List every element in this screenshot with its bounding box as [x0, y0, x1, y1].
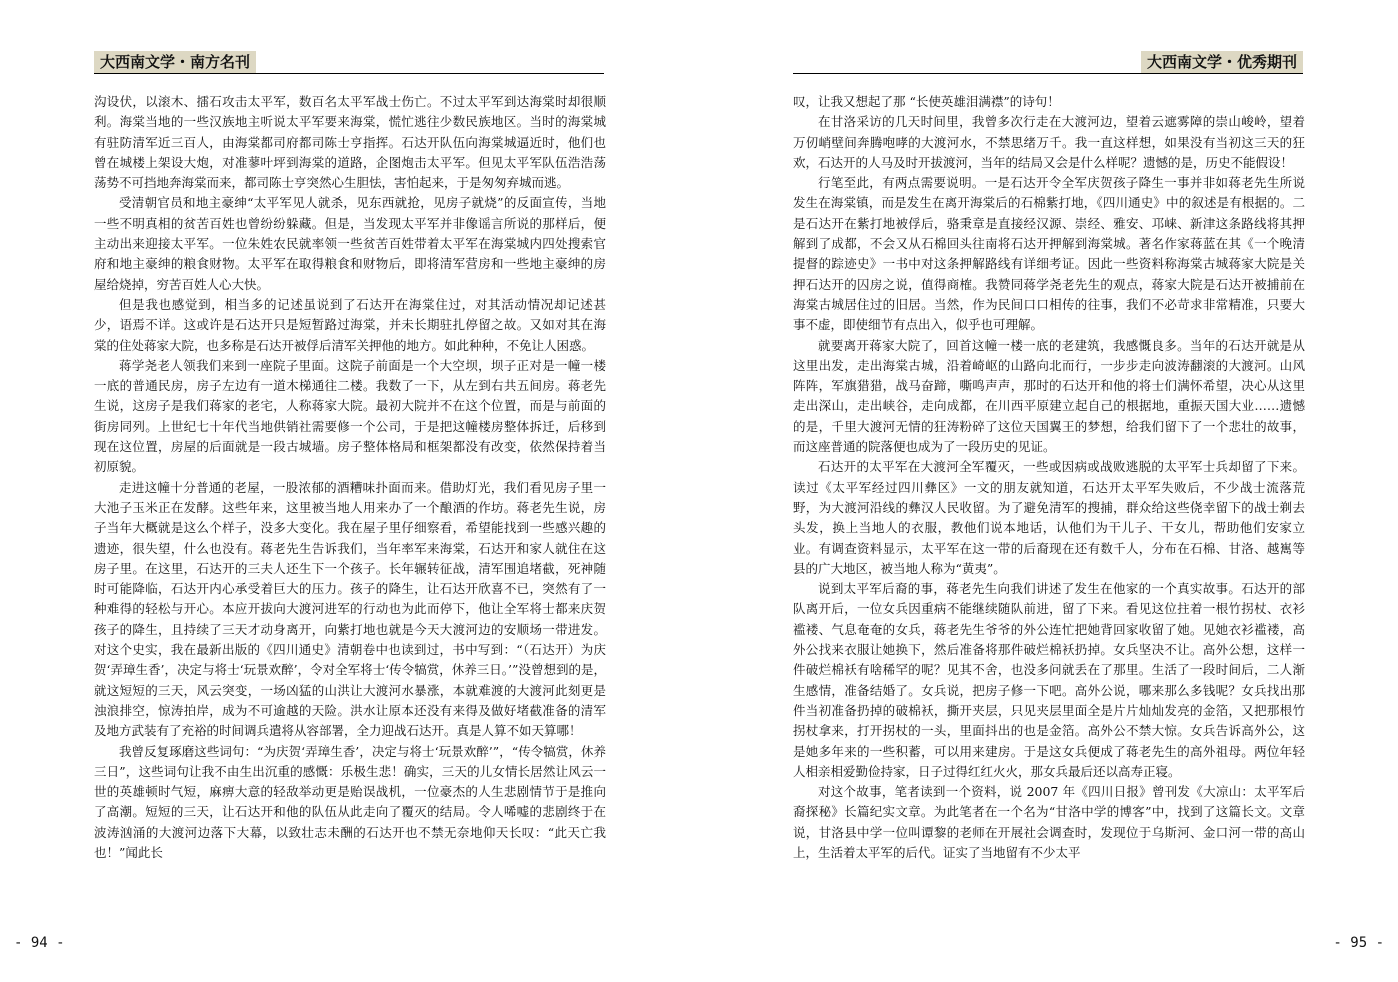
paragraph: 我曾反复琢磨这些词句：“为庆贺‘弄璋生香’，决定与将士‘玩景欢醉’”，“传令犒赏，休养三日”，这些词句让我不由生出沉重的感慨：乐极生悲！确实，三天的儿女情长居然让风云一世的英雄顿时气短，麻痹大意的轻敌举动更是贻误战机，一位豪杰的人生悲剧情节于是推向了高潮。短短的三天，让石达开和他的队伍从此走向了覆灭的结局。令人唏嘘的悲剧终于在波涛汹涌的大渡河边落下大幕，以致壮志未酬的石达开也不禁无奈地仰天长叹：“此天亡我也！”闻此长 — [94, 743, 606, 860]
paragraph: 受清朝官员和地主豪绅“太平军见人就杀，见东西就抢，见房子就烧”的反面宣传，当地一些不明真相的贫苦百姓也曾纷纷躲藏。但是，当发现太平军并非像谣言所说的那样后，便主动出来迎接太平军。一位朱姓农民就率领一些贫苦百姓带着太平军在海棠城内四处搜索官府和地主豪绅的粮食财物。太平军在取得粮食和财物后，即将清军营房和一些地主豪绅的房屋给烧掉，穷苦百姓人心大快。 — [94, 195, 606, 292]
right-page — [699, 0, 1398, 982]
paragraph: 但是我也感觉到，相当多的记述虽说到了石达开在海棠住过，对其活动情况却记述甚少，语焉不详。这或许是石达开只是短暂路过海棠，并未长期驻扎停留之故。又如对其在海棠的住处蒋家大院，也多称是石达开被俘后清军关押他的地方。如此种种，不免让人困惑。 — [94, 296, 606, 353]
paragraph: 叹，让我又想起了那 “长使英雄泪满襟”的诗句！ — [793, 94, 1060, 109]
paragraph: 说到太平军后裔的事，蒋老先生向我们讲述了发生在他家的一个真实故事。石达开的部队离开后，一位女兵因重病不能继续随队前进，留了下来。看见这位拄着一根竹拐杖、衣衫褴褛、气息奄奄的女兵，蒋老先生爷爷的外公连忙把她背回家收留了她。见她衣衫褴褛，高外公找来衣服让她换下，然后准备将那件破烂棉袄扔掉。女兵坚决不让。高外公想，这样一件破烂棉袄有啥稀罕的呢？见其不舍，也没多问就丢在了那里。生活了一段时间后，二人渐生感情，准备结婚了。女兵说，把房子修一下吧。高外公说，哪来那么多钱呢？女兵找出那件当初准备扔掉的破棉袄，撕开夹层，只见夹层里面全是片片灿灿发亮的金箔，又把那根竹拐杖拿来，打开拐杖的一头，里面抖出的也是金箔。高外公不禁大惊。女兵告诉高外公，这是她多年来的一些积蓄，可以用来建房。于是这女兵便成了蒋老先生的高外祖母。两位年轻人相亲相爱勤俭持家，日子过得红红火火，那女兵最后还以高寿正寝。 — [793, 581, 1305, 779]
left-running-header: 大西南文学・南方名刊 — [94, 51, 256, 73]
right-running-header: 大西南文学・优秀期刊 — [1141, 51, 1303, 73]
paragraph: 对这个故事，笔者读到一个资料，说 2007 年《四川日报》曾刊发《大凉山：太平军后裔探秘》长篇纪实文章。为此笔者在一个名为“甘洛中学的博客”中，找到了这篇长文。文章说，甘洛县中学一位叫谭黎的老师在开展社会调查时，发现位于乌斯河、金口河一带的高山上，生活着太平军的后代。证实了当地留有不少太平 — [793, 784, 1305, 860]
right-page-number: - 95 - — [1333, 935, 1384, 951]
left-body-text — [94, 92, 606, 863]
paragraph: 蒋学尧老人领我们来到一座院子里面。这院子前面是一个大空坝，坝子正对是一幢一楼一底的普通民房，房子左边有一道木梯通往二楼。我数了一下，从左到右共五间房。蒋老先生说，这房子是我们蒋家的老宅，人称蒋家大院。最初大院并不在这个位置，而是与前面的街房同列。上世纪七十年代当地供销社需要修一个公司，于是把这幢楼房整体拆迁，后移到现在这位置，房屋的后面就是一段古城墙。房子整体格局和框架都没有改变，依然保持着当初原貌。 — [94, 357, 606, 475]
paragraph: 沟设伏，以滚木、擂石攻击太平军，数百名太平军战士伤亡。不过太平军到达海棠时却很顺利。海棠当地的一些汉族地主听说太平军要来海棠，慌忙逃往少数民族地区。当时的海棠城有驻防清军近三百人，由海棠都司府都司陈士亨指挥。石达开队伍向海棠城逼近时，他们也曾在城楼上架设大炮，对准蓼叶坪到海棠的道路，企图炮击太平军。但见太平军队伍浩浩荡荡势不可挡地奔海棠而来，都司陈士亨突然心生胆怯，害怕起来，于是匆匆弃城而逃。 — [94, 94, 606, 191]
left-header-rule — [94, 73, 604, 74]
right-body-text — [793, 92, 1305, 863]
paragraph: 在甘洛采访的几天时间里，我曾多次行走在大渡河边，望着云遮雾障的崇山峻岭，望着万仞峭壁间奔腾咆哮的大渡河水，不禁思绪万千。我一直这样想，如果没有当初这三天的狂欢，石达开的人马及时开拔渡河，当年的结局又会是什么样呢？遗憾的是，历史不能假设！ — [793, 114, 1305, 170]
right-header-rule — [793, 73, 1303, 74]
left-page-number: - 94 - — [14, 935, 65, 951]
paragraph: 就要离开蒋家大院了，回首这幢一楼一底的老建筑，我感慨良多。当年的石达开就是从这里出发，走出海棠古城，沿着崎岖的山路向北而行，一步步走向波涛翻滚的大渡河。山风阵阵，军旗猎猎，战马奋蹄，嘶鸣声声，那时的石达开和他的将士们满怀希望，决心从这里走出深山，走出峡谷，走向成都，在川西平原建立起自己的根据地，重振天国大业……遗憾的是，千里大渡河无情的狂涛粉碎了这位天国翼王的梦想，给我们留下了一个悲壮的故事，而这座普通的院落便也成为了一段历史的见证。 — [793, 337, 1305, 455]
paragraph: 走进这幢十分普通的老屋，一股浓郁的酒糟味扑面而来。借助灯光，我们看见房子里一大池子玉米正在发酵。这些年来，这里被当地人用来办了一个酿酒的作坊。蒋老先生说，房子当年大概就是这么个样子，没多大变化。我在屋子里仔细察看，希望能找到一些感兴趣的遗迹，很失望，什么也没有。蒋老先生告诉我们，当年率军来海棠，石达开和家人就住在这房子里。在这里，石达开的三夫人还生下一个孩子。长年辗转征战，清军围追堵截，死神随时可能降临，石达开内心承受着巨大的压力。孩子的降生，让石达开欣喜不已，突然有了一种难得的轻松与开心。本应开拔向大渡河进军的行动也为此而停下，他让全军将士都来庆贺孩子的降生，且持续了三天才动身离开，向紫打地也就是今天大渡河边的安顺场一带进发。对这个史实，我在最新出版的《四川通史》清朝卷中也读到过，书中写到：“（石达开）为庆贺‘弄璋生香’，决定与将士‘玩景欢醉’，令对全军将士‘传令犒赏，休养三日。’”没曾想到的是，就这短短的三天，风云突变，一场凶猛的山洪让大渡河水暴涨，本就难渡的大渡河此刻更是浊浪排空，惊涛拍岸，成为不可逾越的天险。洪水让原本还没有来得及做好堵截准备的清军及地方武装有了充裕的时间调兵遣将从容部署，全力迎战石达开。真是人算不如天算哪！ — [94, 479, 606, 739]
paragraph: 石达开的太平军在大渡河全军覆灭，一些或因病或战败逃脱的太平军士兵却留了下来。读过《太平军经过四川彝区》一文的朋友就知道，石达开太平军失败后，不少战士流落荒野，为大渡河沿线的彝汉人民收留。为了避免清军的搜捕，群众给这些侥幸留下的战士剃去头发，换上当地人的衣服，教他们说本地话，认他们为干儿子、干女儿，帮助他们安家立业。有调查资料显示，太平军在这一带的后裔现在还有数千人，分布在石棉、甘洛、越嶲等县的广大地区，被当地人称为“黄夷”。 — [793, 459, 1305, 576]
paragraph: 行笔至此，有两点需要说明。一是石达开令全军庆贺孩子降生一事并非如蒋老先生所说发生在海棠镇，而是发生在离开海棠后的石棉紫打地，《四川通史》中的叙述是有根据的。二是石达开在紫打地被俘后，骆秉章是直接经汉源、崇经、雅安、邛崃、新津这条路线将其押解到了成都，不会又从石棉回头往南将石达开押解到海棠城。著名作家蒋蓝在其《一个晚清提督的踪迹史》一书中对这条押解路线有详细考证。因此一些资料称海棠古城蒋家大院是关押石达开的囚房之说，值得商榷。我赞同蒋学尧老先生的观点，蒋家大院是石达开被捕前在海棠古城居住过的旧居。当然，作为民间口口相传的往事，我们不必苛求非常精准，只要大事不虚，即使细节有点出入，似乎也可理解。 — [793, 175, 1305, 333]
